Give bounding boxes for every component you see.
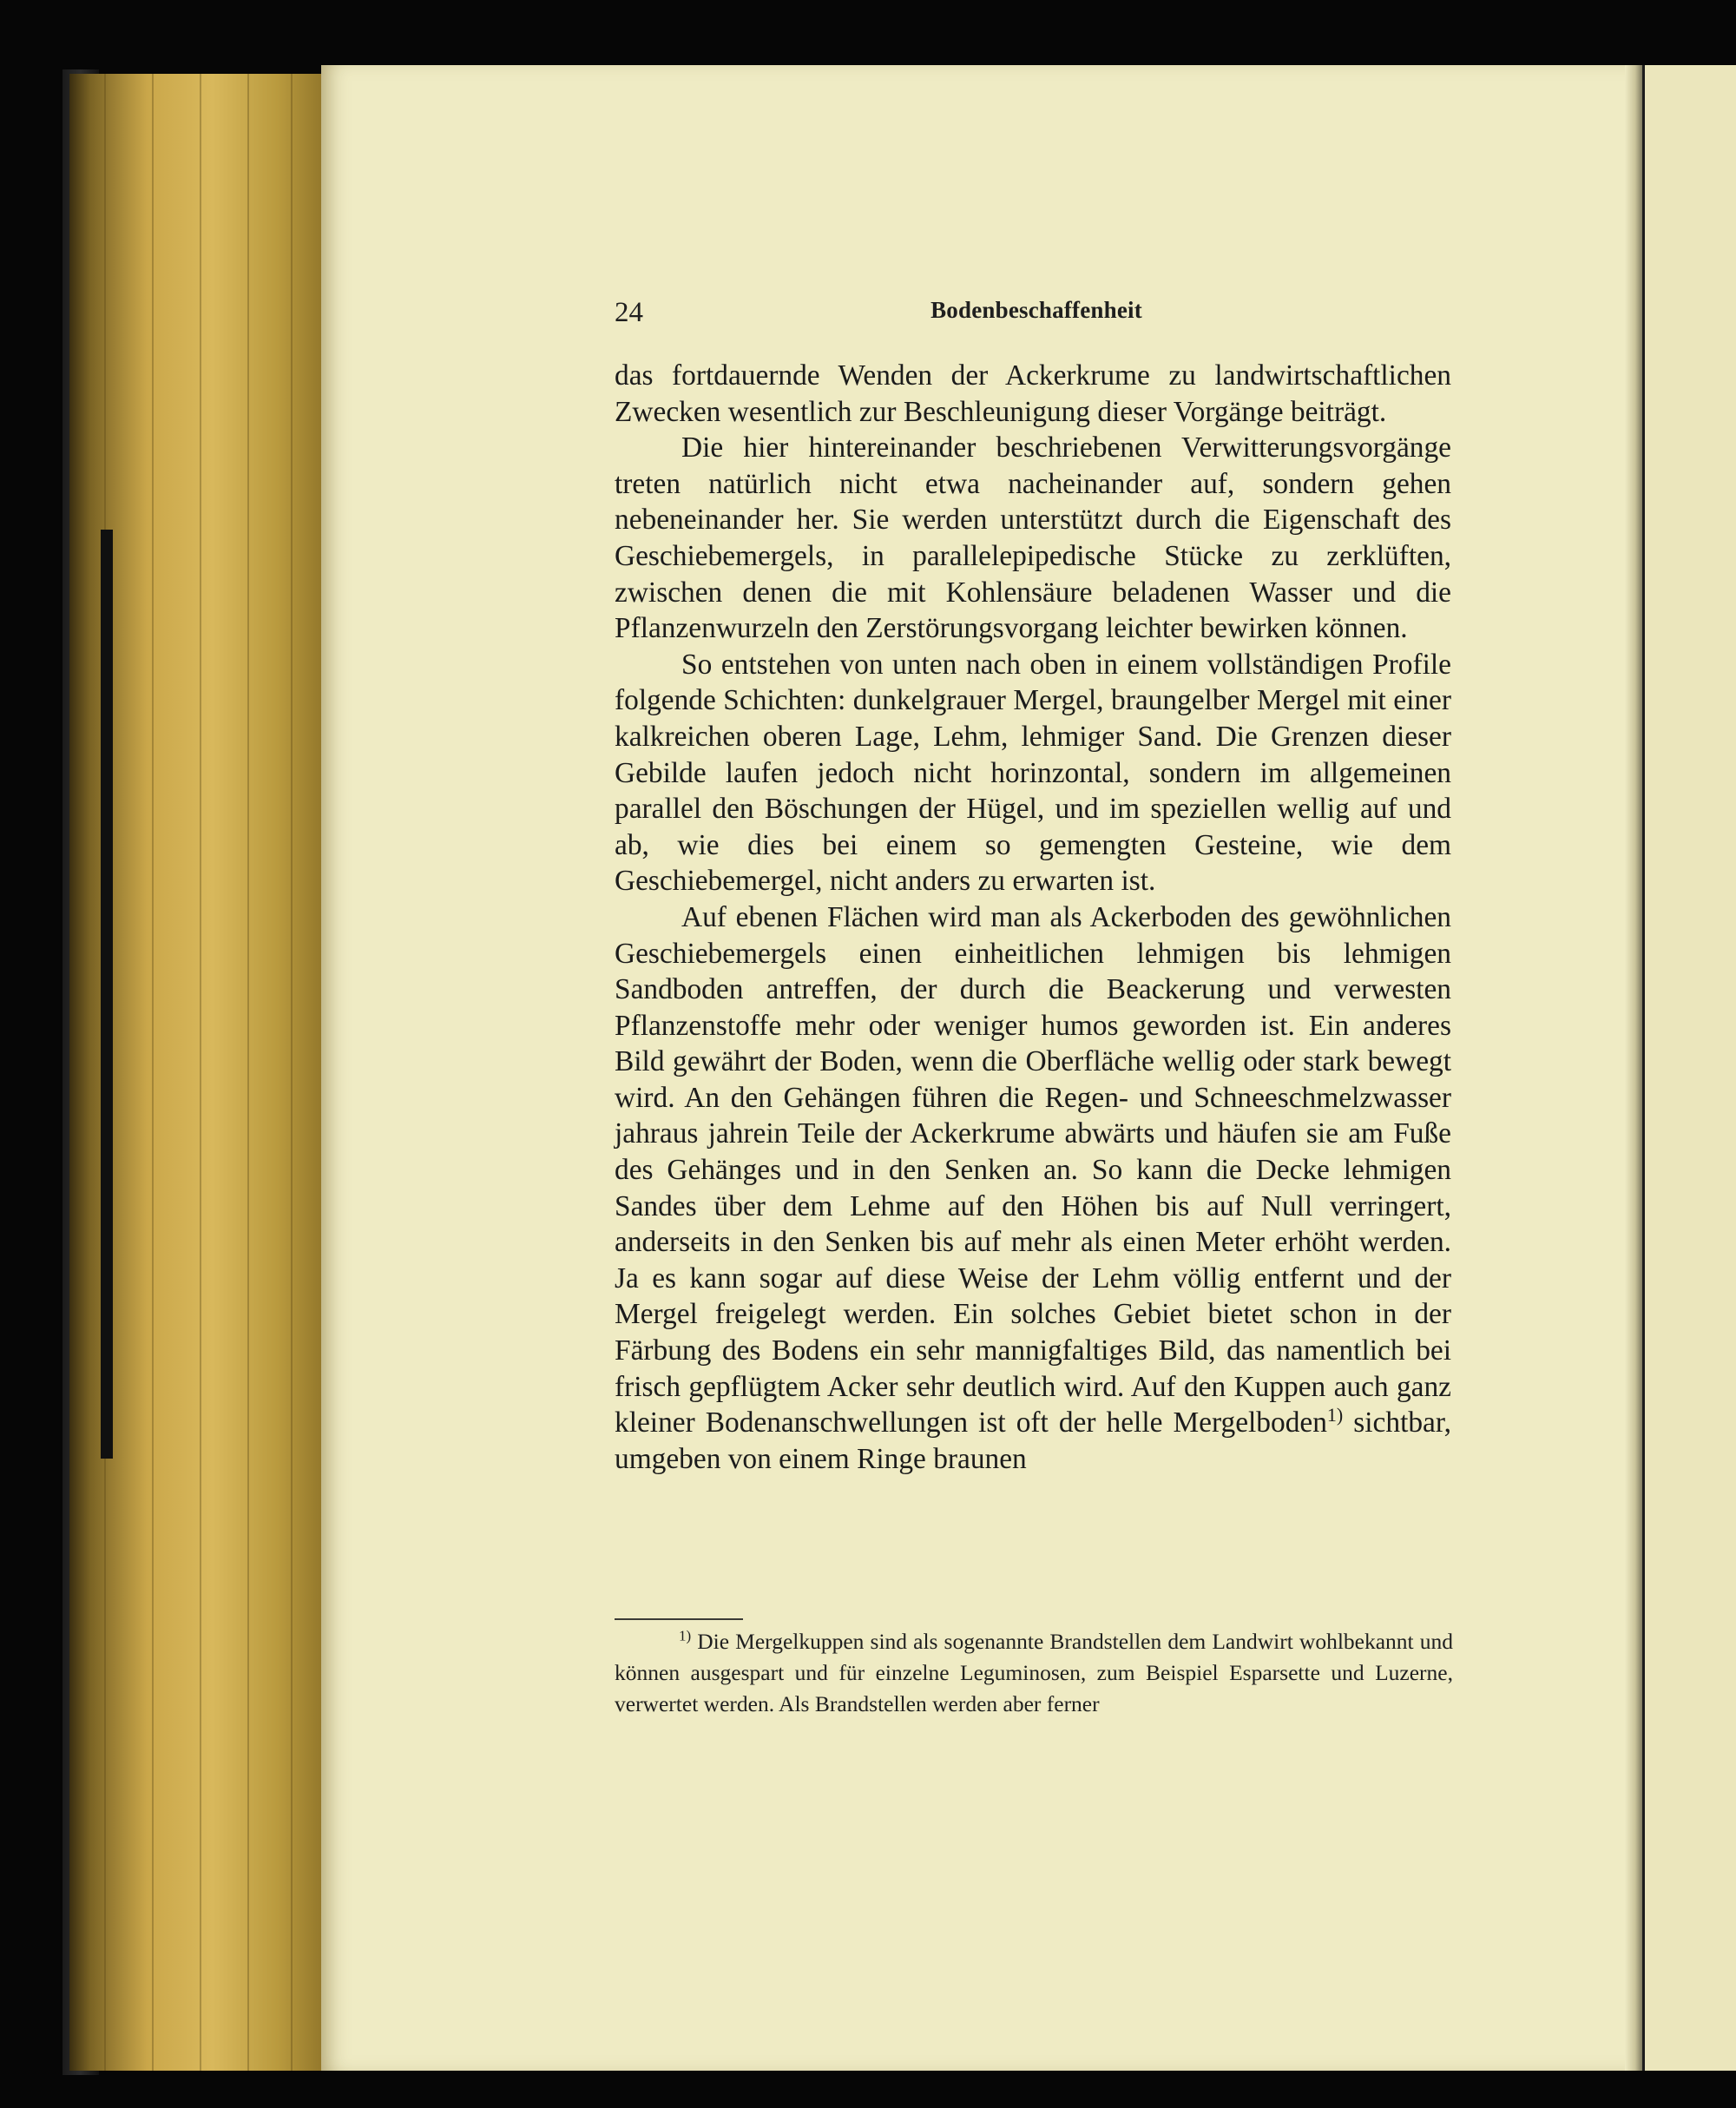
paragraph: So entstehen von unten nach oben in einem vollständigen Profile folgende Schichten: dunkelgrauer Mergel, braungelber Mergel mit einer kalkreichen oberen Lage, Lehm, lehmiger Sand. Die Grenzen dieser Gebilde laufen jedoch nicht horinzontal, sondern im allgemeinen parallel den Böschungen der Hügel, und im speziellen wellig auf und ab, wie dies bei einem so gemengten Gesteine, wie dem Geschiebemergel, nicht anders zu erwarten ist. xyxy=(615,648,1451,898)
page-number: 24 xyxy=(615,297,643,328)
footnote-mark: 1) xyxy=(679,1627,692,1644)
paragraph-text: Auf ebenen Flächen wird man als Ackerboden des gewöhnlichen Geschiebemergels einen einheitlichen lehmigen bis lehmigen Sandboden antreffen, der durch die Beackerung und verwesten Pflanzenstoffe mehr oder weniger humos geworden ist. Ein anderes Bild gewährt der Boden, wenn die Oberfläche wellig oder stark bewegt wird. An den Gehängen führen die Regen- und Schneeschmelzwasser jahraus jahrein Teile der Ackerkrume abwärts und häufen sie am Fuße des Gehänges und in den Senken an. So kann die Decke lehmigen Sandes über dem Lehme auf den Höhen bis auf Null verringert, anderseits in den Senken bis auf mehr als einen Meter erhöht werden. Ja es kann sogar auf diese Weise der Lehm völlig entfernt und der Mergel freigelegt werden. Ein solches Gebiet bietet schon in der Färbung des Bodens ein sehr mannigfaltiges Bild, das namentlich bei frisch gepflügtem Acker sehr deutlich wird. Auf den Kuppen auch ganz kleiner Bodenanschwellungen ist oft der helle Mergelboden xyxy=(615,900,1451,1439)
footnote xyxy=(615,1626,1453,1720)
footnote-divider xyxy=(615,1618,743,1620)
paragraph: das fortdauernde Wenden der Ackerkrume zu landwirtschaftlichen Zwecken wesentlich zur Beschleunigung dieser Vorgänge beiträgt. xyxy=(615,359,1451,428)
footnote-reference: 1) xyxy=(1326,1404,1344,1426)
running-head: Bodenbeschaffenheit xyxy=(930,297,1142,323)
paragraph: Die hier hintereinander beschriebenen Verwitterungsvorgänge treten natürlich nicht etwa nacheinander auf, sondern gehen nebeneinander her. Sie werden unterstützt durch die Eigenschaft des Geschiebemergels, in parallelepipedische Stücke zu zerklüften, zwischen denen die mit Kohlensäure beladenen Wasser und die Pflanzenwurzeln den Zerstörungsvorgang leichter bewirken können. xyxy=(615,431,1451,645)
facing-page-edge xyxy=(1642,65,1736,2071)
page-header xyxy=(615,293,1458,337)
paragraph xyxy=(615,899,1451,1478)
cover-shadow xyxy=(101,530,113,1459)
paragraph-text: sichtbar, umgeben von einem Ringe braunen xyxy=(615,1406,1451,1475)
footnote-text: Die Mergelkuppen sind als sogenannte Brandstellen dem Landwirt wohlbekannt und können ausgespart und für einzelne Leguminosen, zum Beispiel Esparsette und Luzerne, verwertet werden. Als Brandstellen werden aber ferner xyxy=(615,1629,1453,1716)
body-text xyxy=(615,358,1451,1477)
